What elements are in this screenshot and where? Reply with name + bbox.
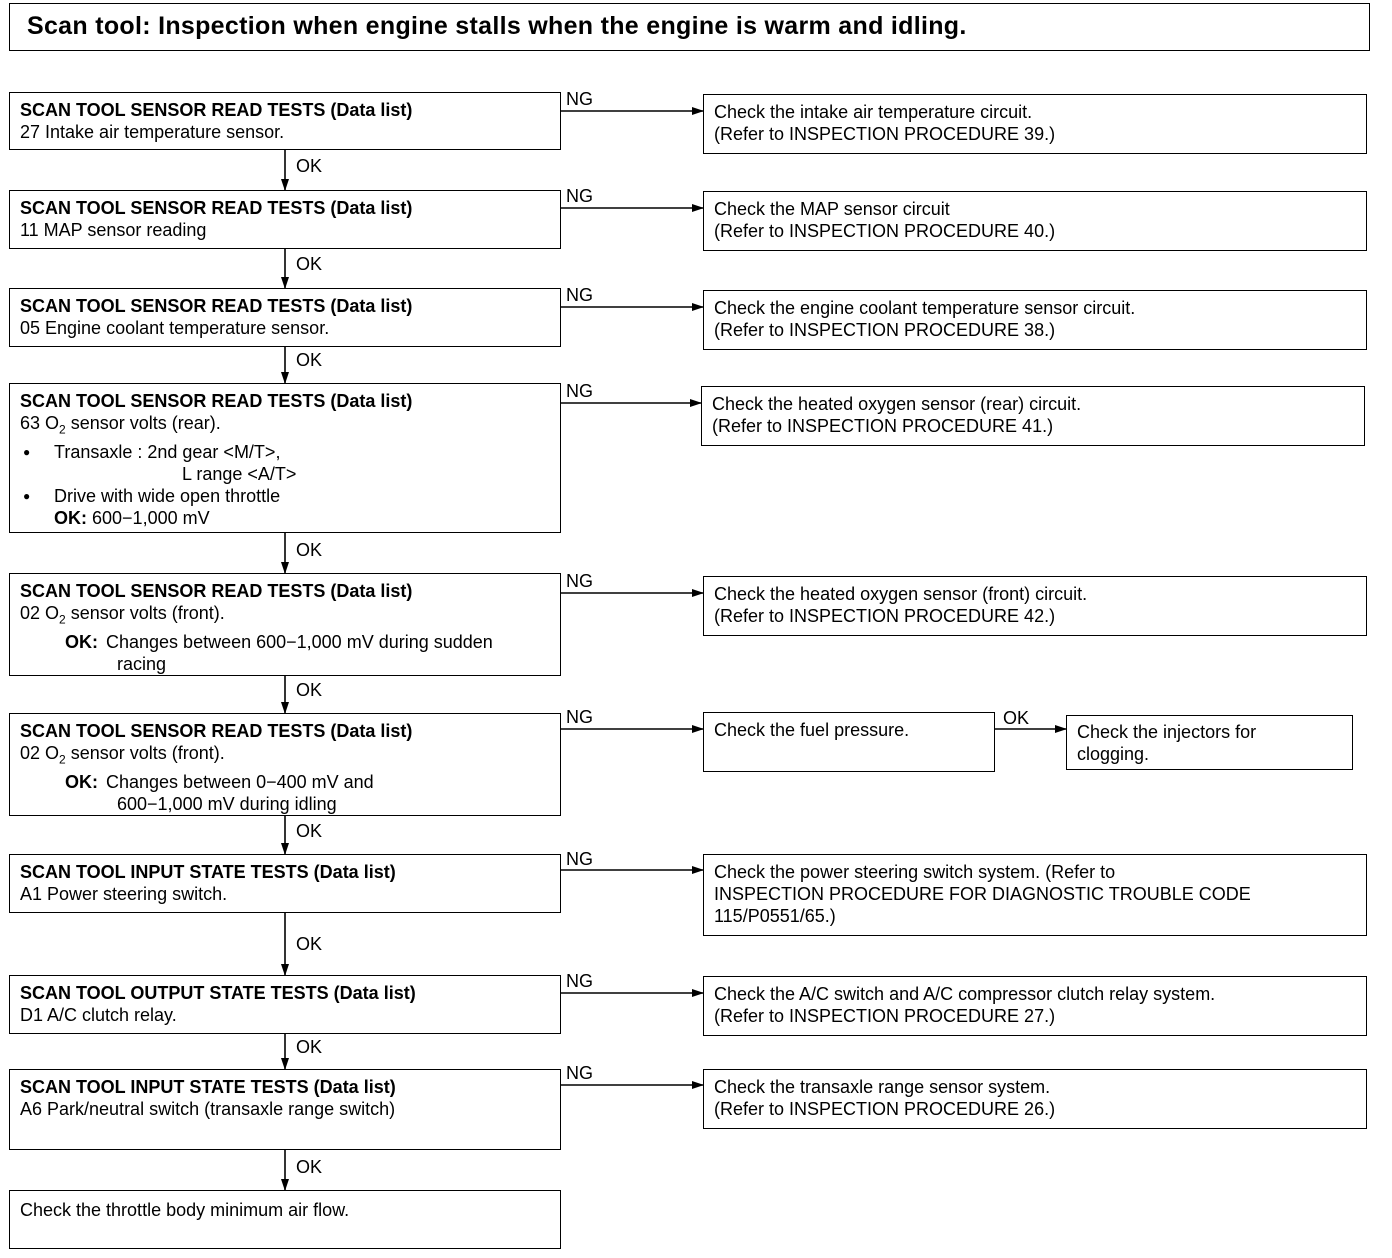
result-line: Check the fuel pressure. bbox=[714, 720, 910, 740]
step-heading: SCAN TOOL INPUT STATE TESTS (Data list) bbox=[20, 862, 396, 882]
sensor-desc: sensor volts (front). bbox=[65, 743, 225, 763]
step-detail: 11 MAP sensor reading bbox=[20, 220, 207, 240]
ng-label: NG bbox=[566, 849, 593, 869]
ok-criteria bbox=[20, 771, 550, 793]
step-heading: SCAN TOOL INPUT STATE TESTS (Data list) bbox=[20, 1077, 396, 1097]
result-line: (Refer to INSPECTION PROCEDURE 42.) bbox=[714, 606, 1056, 626]
step-detail bbox=[20, 602, 550, 631]
final-text: Check the throttle body minimum air flow. bbox=[20, 1200, 350, 1220]
result-line: (Refer to INSPECTION PROCEDURE 27.) bbox=[714, 1006, 1056, 1026]
ng-label: NG bbox=[566, 381, 593, 401]
ng-label: NG bbox=[566, 707, 593, 727]
result-line: (Refer to INSPECTION PROCEDURE 40.) bbox=[714, 221, 1056, 241]
step-heading: SCAN TOOL OUTPUT STATE TESTS (Data list) bbox=[20, 983, 416, 1003]
ok-key: OK: bbox=[65, 771, 98, 792]
ng-result-1 bbox=[703, 94, 1367, 154]
ok-label: OK bbox=[296, 1157, 323, 1177]
step-heading: SCAN TOOL SENSOR READ TESTS (Data list) bbox=[20, 100, 413, 120]
result-line: Check the power steering switch system. (Refer to bbox=[714, 862, 1116, 882]
step-heading: SCAN TOOL SENSOR READ TESTS (Data list) bbox=[20, 198, 413, 218]
step-detail bbox=[20, 742, 550, 771]
ok-key: OK: bbox=[65, 631, 98, 652]
result-line: (Refer to INSPECTION PROCEDURE 39.) bbox=[714, 124, 1056, 144]
result-line: Check the heated oxygen sensor (front) circuit. bbox=[714, 584, 1088, 604]
ng-result-2 bbox=[703, 191, 1367, 251]
sensor-desc: sensor volts (rear). bbox=[65, 413, 221, 433]
step-detail bbox=[20, 412, 550, 441]
test-step-7 bbox=[9, 854, 561, 913]
ng-label: NG bbox=[566, 571, 593, 591]
ok-label: OK bbox=[296, 254, 323, 274]
ng-result-8 bbox=[703, 976, 1367, 1036]
page-title: Scan tool: Inspection when engine stalls when the engine is warm and idling. bbox=[9, 3, 1370, 51]
result-line: Check the transaxle range sensor system. bbox=[714, 1077, 1051, 1097]
ng-label: NG bbox=[566, 285, 593, 305]
final-step bbox=[9, 1190, 561, 1249]
ng-result-7 bbox=[703, 854, 1367, 936]
bullet-item: ● Transaxle : 2nd gear <M/T>, bbox=[20, 441, 550, 463]
ng-result-4 bbox=[701, 386, 1365, 446]
result-line: (Refer to INSPECTION PROCEDURE 38.) bbox=[714, 320, 1056, 340]
step-detail: D1 A/C clutch relay. bbox=[20, 1005, 177, 1025]
test-step-1 bbox=[9, 92, 561, 150]
ng-label: NG bbox=[566, 1063, 593, 1083]
step-heading: SCAN TOOL SENSOR READ TESTS (Data list) bbox=[20, 391, 413, 411]
ok-value: Changes between 0−400 mV and bbox=[106, 771, 374, 792]
ok-value-cont: racing bbox=[117, 653, 167, 674]
ok-label: OK bbox=[296, 350, 323, 370]
test-step-2 bbox=[9, 190, 561, 249]
result-line: INSPECTION PROCEDURE FOR DIAGNOSTIC TROUBLE CODE bbox=[714, 884, 1251, 904]
ng-result-5 bbox=[703, 576, 1367, 636]
ok-key: OK: bbox=[54, 507, 87, 528]
ng-label: NG bbox=[566, 89, 593, 109]
ok-label: OK bbox=[296, 821, 323, 841]
subscript: 2 bbox=[59, 752, 66, 767]
ok-criteria bbox=[20, 507, 550, 529]
test-step-3 bbox=[9, 288, 561, 347]
step-heading: SCAN TOOL SENSOR READ TESTS (Data list) bbox=[20, 721, 413, 741]
subscript: 2 bbox=[59, 612, 66, 627]
sensor-code: 02 O bbox=[20, 603, 60, 623]
ng-result-6 bbox=[703, 712, 995, 772]
result-line: Check the heated oxygen sensor (rear) circuit. bbox=[712, 394, 1082, 414]
test-step-5 bbox=[9, 573, 561, 676]
ok-value-cont: 600−1,000 mV during idling bbox=[117, 793, 337, 814]
ok-label: OK bbox=[1003, 708, 1030, 728]
ok-label: OK bbox=[296, 1037, 323, 1057]
bullet-item: ● Drive with wide open throttle bbox=[20, 485, 550, 507]
ok-label: OK bbox=[296, 540, 323, 560]
sensor-desc: sensor volts (front). bbox=[65, 603, 225, 623]
ok-criteria bbox=[20, 631, 550, 653]
result-line: Check the A/C switch and A/C compressor clutch relay system. bbox=[714, 984, 1216, 1004]
test-step-9 bbox=[9, 1069, 561, 1150]
result-line: Check the MAP sensor circuit bbox=[714, 199, 950, 219]
step-detail: 27 Intake air temperature sensor. bbox=[20, 122, 285, 142]
result-line: (Refer to INSPECTION PROCEDURE 26.) bbox=[714, 1099, 1056, 1119]
bullet-continuation: L range <A/T> bbox=[182, 463, 297, 484]
result-line: Check the intake air temperature circuit. bbox=[714, 102, 1033, 122]
ok-label: OK bbox=[296, 156, 323, 176]
ok-value: Changes between 600−1,000 mV during sudden bbox=[106, 631, 493, 652]
step-heading: SCAN TOOL SENSOR READ TESTS (Data list) bbox=[20, 581, 413, 601]
ng-label: NG bbox=[566, 186, 593, 206]
result-line: clogging. bbox=[1077, 744, 1150, 764]
step-detail: 05 Engine coolant temperature sensor. bbox=[20, 318, 330, 338]
ok-value: 600−1,000 mV bbox=[92, 507, 210, 528]
result-line: Check the injectors for bbox=[1077, 722, 1257, 742]
test-step-8 bbox=[9, 975, 561, 1034]
test-step-6 bbox=[9, 713, 561, 816]
sensor-code: 02 O bbox=[20, 743, 60, 763]
step-heading: SCAN TOOL SENSOR READ TESTS (Data list) bbox=[20, 296, 413, 316]
ok-label: OK bbox=[296, 680, 323, 700]
step-detail: A6 Park/neutral switch (transaxle range switch) bbox=[20, 1099, 396, 1119]
result-line: Check the engine coolant temperature sensor circuit. bbox=[714, 298, 1136, 318]
fuel-ok-result bbox=[1066, 715, 1353, 770]
result-line: (Refer to INSPECTION PROCEDURE 41.) bbox=[712, 416, 1054, 436]
ng-label: NG bbox=[566, 971, 593, 991]
ok-label: OK bbox=[296, 934, 323, 954]
step-detail: A1 Power steering switch. bbox=[20, 884, 228, 904]
test-step-4 bbox=[9, 383, 561, 533]
ng-result-3 bbox=[703, 290, 1367, 350]
ng-result-9 bbox=[703, 1069, 1367, 1129]
subscript: 2 bbox=[59, 422, 66, 437]
result-line: 115/P0551/65.) bbox=[714, 906, 836, 926]
sensor-code: 63 O bbox=[20, 413, 60, 433]
